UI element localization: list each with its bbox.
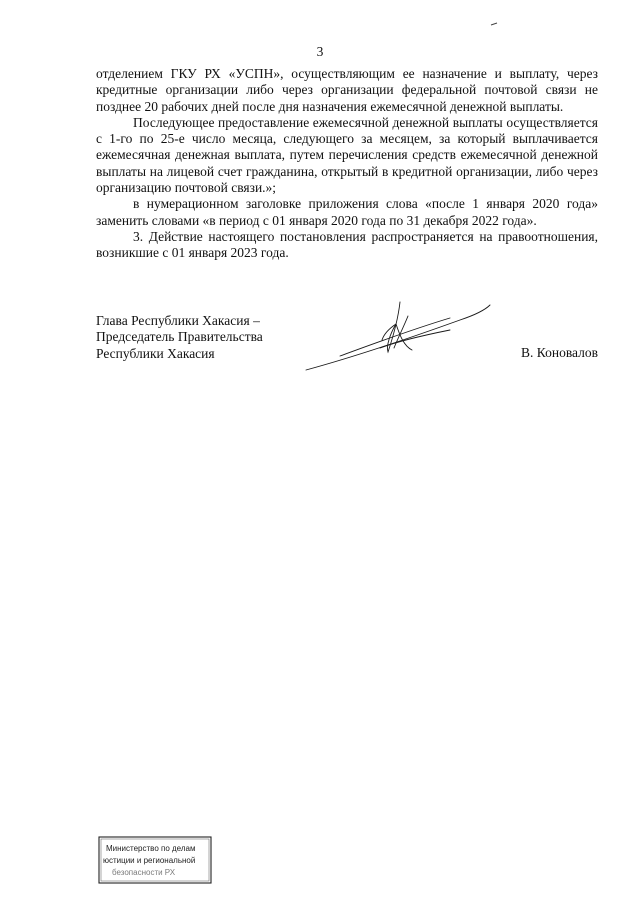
signatory-line-1: Глава Республики Хакасия –	[96, 313, 260, 328]
paragraph-1: отделением ГКУ РХ «УСПН», осуществляющим ее назначение и выплату, через кредитные организации либо через организации федеральной почтовой связи не позднее 20 рабочих дней после дня назначения ежемесячной денежной выплаты.	[96, 66, 598, 114]
page-number: 3	[316, 44, 324, 59]
signatory-line-2: Председатель Правительства	[96, 329, 263, 345]
document-body	[96, 66, 598, 262]
paragraph-2: Последующее предоставление ежемесячной денежной выплаты осуществляется с 1-го по 25-е число месяца, следующего за месяцем, за который выплачивается ежемесячная денежная выплата, путем перечисления средств ежемесячной денежной выплаты на лицевой счет гражданина, открытый в кредитной организации, либо через организацию почтовой связи.»;	[96, 114, 598, 196]
paragraph-3: в нумерационном заголовке приложения слова «после 1 января 2020 года» заменить словами «в период с 01 января 2020 года по 31 декабря 2022 года».	[96, 196, 598, 228]
signer-name: В. Коновалов	[521, 345, 598, 360]
signatory-line-3: Республики Хакасия	[96, 345, 215, 361]
paragraph-4: 3. Действие настоящего постановления распространяется на правоотношения, возникшие с 01 января 2023 года.	[96, 228, 598, 261]
svg-text:юстиции и региональной: юстиции и региональной	[103, 856, 196, 865]
svg-text:Министерство по делам: Министерство по делам	[106, 844, 196, 853]
signatory-title	[96, 313, 296, 362]
handwritten-signature	[300, 290, 500, 380]
corner-mark	[490, 14, 500, 20]
registration-stamp	[98, 836, 212, 884]
svg-text:безопасности РХ: безопасности РХ	[112, 868, 176, 877]
